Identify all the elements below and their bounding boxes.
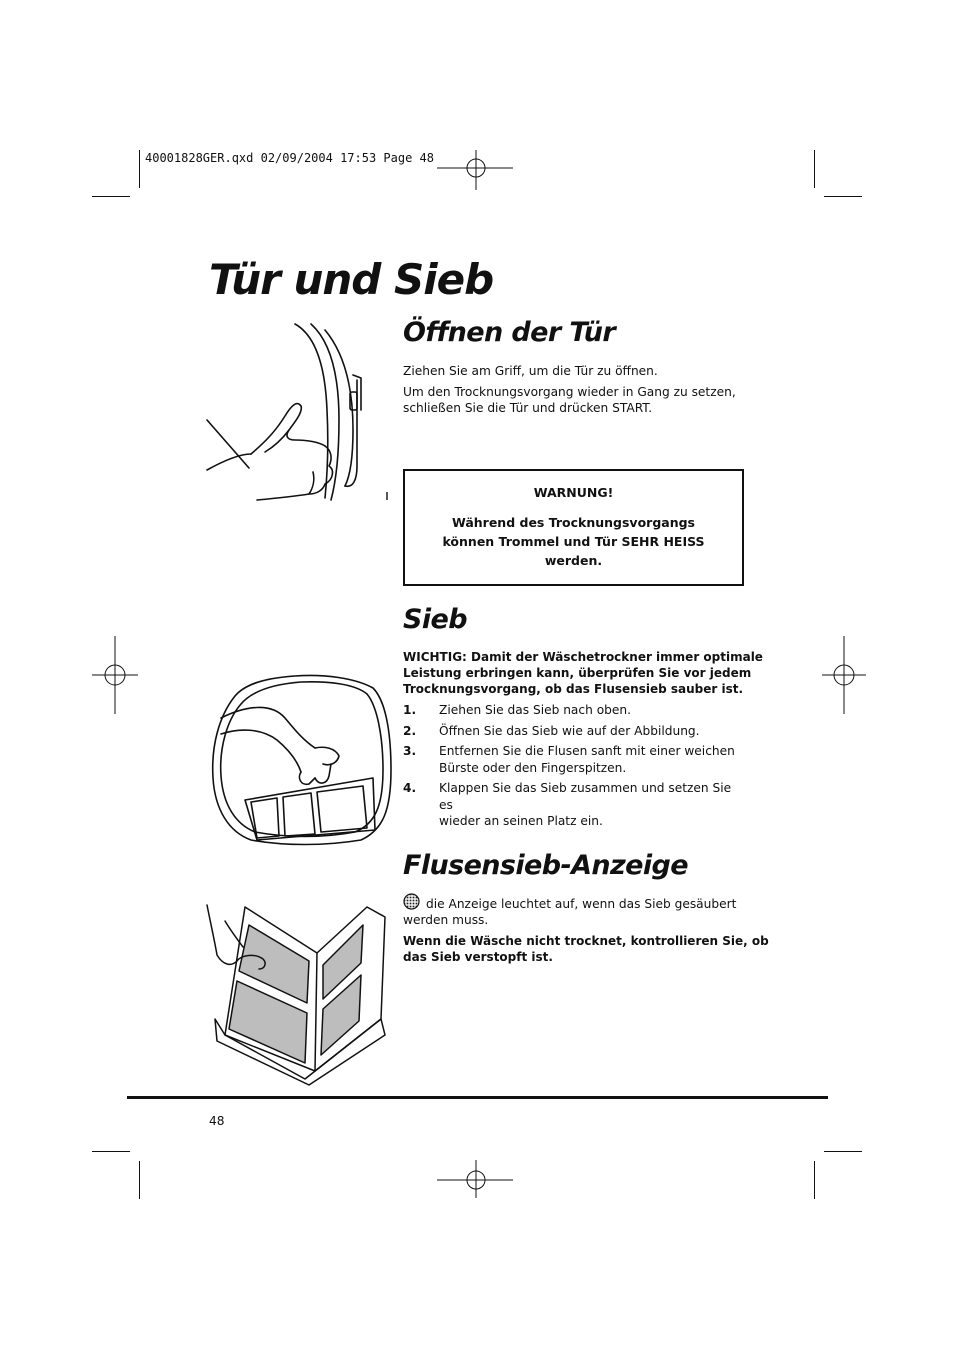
step-text: Klappen Sie das Sieb zusammen und setzen Sie es bbox=[439, 781, 732, 812]
step-number: 1. bbox=[403, 703, 417, 717]
list-item bbox=[403, 702, 748, 719]
step-number: 2. bbox=[403, 723, 417, 738]
footer-rule bbox=[127, 1096, 828, 1099]
indicator-text-line1: die Anzeige leuchtet auf, wenn das Sieb gesäubert bbox=[426, 897, 737, 911]
registration-mark-top bbox=[437, 150, 517, 190]
filter-open-illustration bbox=[205, 895, 395, 1085]
filter-removal-illustration bbox=[205, 660, 395, 850]
registration-mark-bottom bbox=[437, 1160, 517, 1200]
list-item bbox=[403, 780, 748, 830]
step-text-cont: Bürste oder den Fingerspitzen. bbox=[439, 760, 627, 775]
step-number: 4. bbox=[403, 781, 417, 795]
crop-mark-tl-h bbox=[92, 196, 130, 197]
registration-mark-right bbox=[818, 636, 868, 716]
crop-mark-tl-v bbox=[139, 150, 140, 188]
warning-title: WARNUNG! bbox=[533, 485, 614, 500]
important-line3: Trocknungsvorgang, ob das Flusensieb sauber ist. bbox=[403, 682, 744, 696]
section-heading-door: Öffnen der Tür bbox=[403, 317, 616, 348]
page-number: 48 bbox=[209, 1114, 225, 1128]
indicator-text-line2: werden muss. bbox=[403, 913, 489, 927]
lint-filter-indicator-icon bbox=[403, 893, 420, 910]
list-item bbox=[403, 743, 748, 776]
crop-mark-tr-v bbox=[814, 150, 815, 188]
crop-mark-tr-h bbox=[824, 196, 862, 197]
crop-mark-bl-v bbox=[139, 1161, 140, 1199]
section-heading-indicator: Flusensieb-Anzeige bbox=[403, 850, 688, 881]
important-line1: WICHTIG: Damit der Wäschetrockner immer optimale bbox=[403, 650, 763, 664]
indicator-bold-line1: Wenn die Wäsche nicht trocknet, kontrollieren Sie, ob bbox=[403, 934, 769, 948]
filter-steps-list bbox=[403, 702, 748, 834]
door-instruction: Ziehen Sie am Griff, um die Tür zu öffnen. bbox=[403, 364, 658, 378]
step-number: 3. bbox=[403, 744, 417, 758]
step-text: Öffnen Sie das Sieb wie auf der Abbildung. bbox=[439, 723, 700, 738]
step-text-cont: wieder an seinen Platz ein. bbox=[439, 814, 603, 828]
door-restart-line2: schließen Sie die Tür und drücken START. bbox=[403, 401, 653, 415]
step-text: Ziehen Sie das Sieb nach oben. bbox=[439, 703, 631, 717]
warning-line1: Während des Trocknungsvorgangs bbox=[451, 514, 696, 530]
warning-line3: werden. bbox=[544, 552, 603, 568]
crop-mark-br-h bbox=[824, 1151, 862, 1152]
important-line2: Leistung erbringen kann, überprüfen Sie vor jedem bbox=[403, 666, 752, 680]
page-title: Tür und Sieb bbox=[209, 255, 494, 304]
warning-line2: können Trommel und Tür SEHR HEISS bbox=[442, 533, 705, 549]
list-item bbox=[403, 723, 748, 740]
crop-mark-bl-h bbox=[92, 1151, 130, 1152]
section-heading-filter: Sieb bbox=[403, 604, 467, 635]
registration-mark-left bbox=[92, 636, 142, 716]
print-slug: 40001828GER.qxd 02/09/2004 17:53 Page 48 bbox=[145, 151, 434, 165]
crop-mark-br-v bbox=[814, 1161, 815, 1199]
indicator-bold-line2: das Sieb verstopft ist. bbox=[403, 950, 553, 964]
door-opening-illustration bbox=[205, 320, 395, 505]
door-restart-line1: Um den Trocknungsvorgang wieder in Gang zu setzen, bbox=[403, 385, 736, 399]
warning-box bbox=[403, 469, 744, 586]
step-text: Entfernen Sie die Flusen sanft mit einer weichen bbox=[439, 744, 735, 758]
